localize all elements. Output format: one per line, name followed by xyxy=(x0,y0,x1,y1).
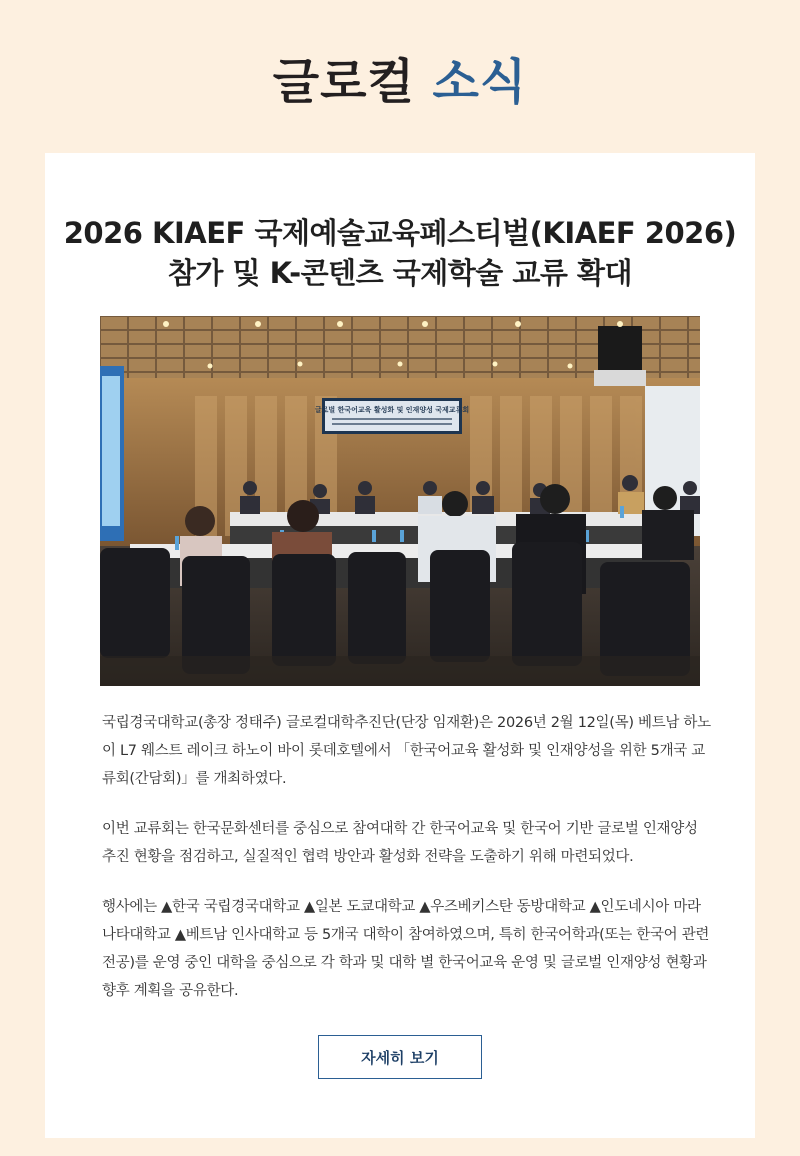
news-card xyxy=(45,153,755,1138)
article-title-line2: 참가 및 K-콘텐츠 국제학술 교류 확대 xyxy=(167,256,633,290)
article-paragraph-3: 행사에는 ▲한국 국립경국대학교 ▲일본 도쿄대학교 ▲우즈베키스탄 동방대학교 ▲인도네시아 마라나타대학교 ▲베트남 인사대학교 등 5개국 대학이 참여하였으며, 특히 한국어학과(또는 한국어 관련 전공)를 운영 중인 대학을 중심으로 각 학과 및 대학 별 한국어교육 운영 및 글로벌 인재양성 현황과 향후 계획을 공유한다. xyxy=(102,899,710,999)
article-paragraph-2: 이번 교류회는 한국문화센터를 중심으로 참여대학 간 한국어교육 및 한국어 기반 글로벌 인재양성 추진 현황을 점검하고, 실질적인 협력 방안과 활성화 전략을 도출하기 위해 마련되었다. xyxy=(102,821,698,865)
photo-banner-text: 글로벌 한국어교육 활성화 및 인재양성 국제교류회 xyxy=(314,406,470,414)
page-heading xyxy=(0,50,800,114)
read-more-button[interactable]: 자세히 보기 xyxy=(318,1035,482,1079)
heading-part-news: 소식 xyxy=(432,54,528,110)
article-paragraph-1: 국립경국대학교(총장 정태주) 글로컬대학추진단(단장 임재환)은 2026년 2월 12일(목) 베트남 하노이 L7 웨스트 레이크 하노이 바이 롯데호텔에서 「한국어교육 활성화 및 인재양성을 위한 5개국 교류회(간담회)」를 개최하였다. xyxy=(102,715,711,787)
article-title xyxy=(45,213,755,293)
article-body xyxy=(102,709,712,1027)
heading-part-glocal: 글로컬 xyxy=(272,54,415,110)
article-photo xyxy=(100,316,700,686)
article-title-line1: 2026 KIAEF 국제예술교육페스티벌(KIAEF 2026) xyxy=(63,216,737,250)
